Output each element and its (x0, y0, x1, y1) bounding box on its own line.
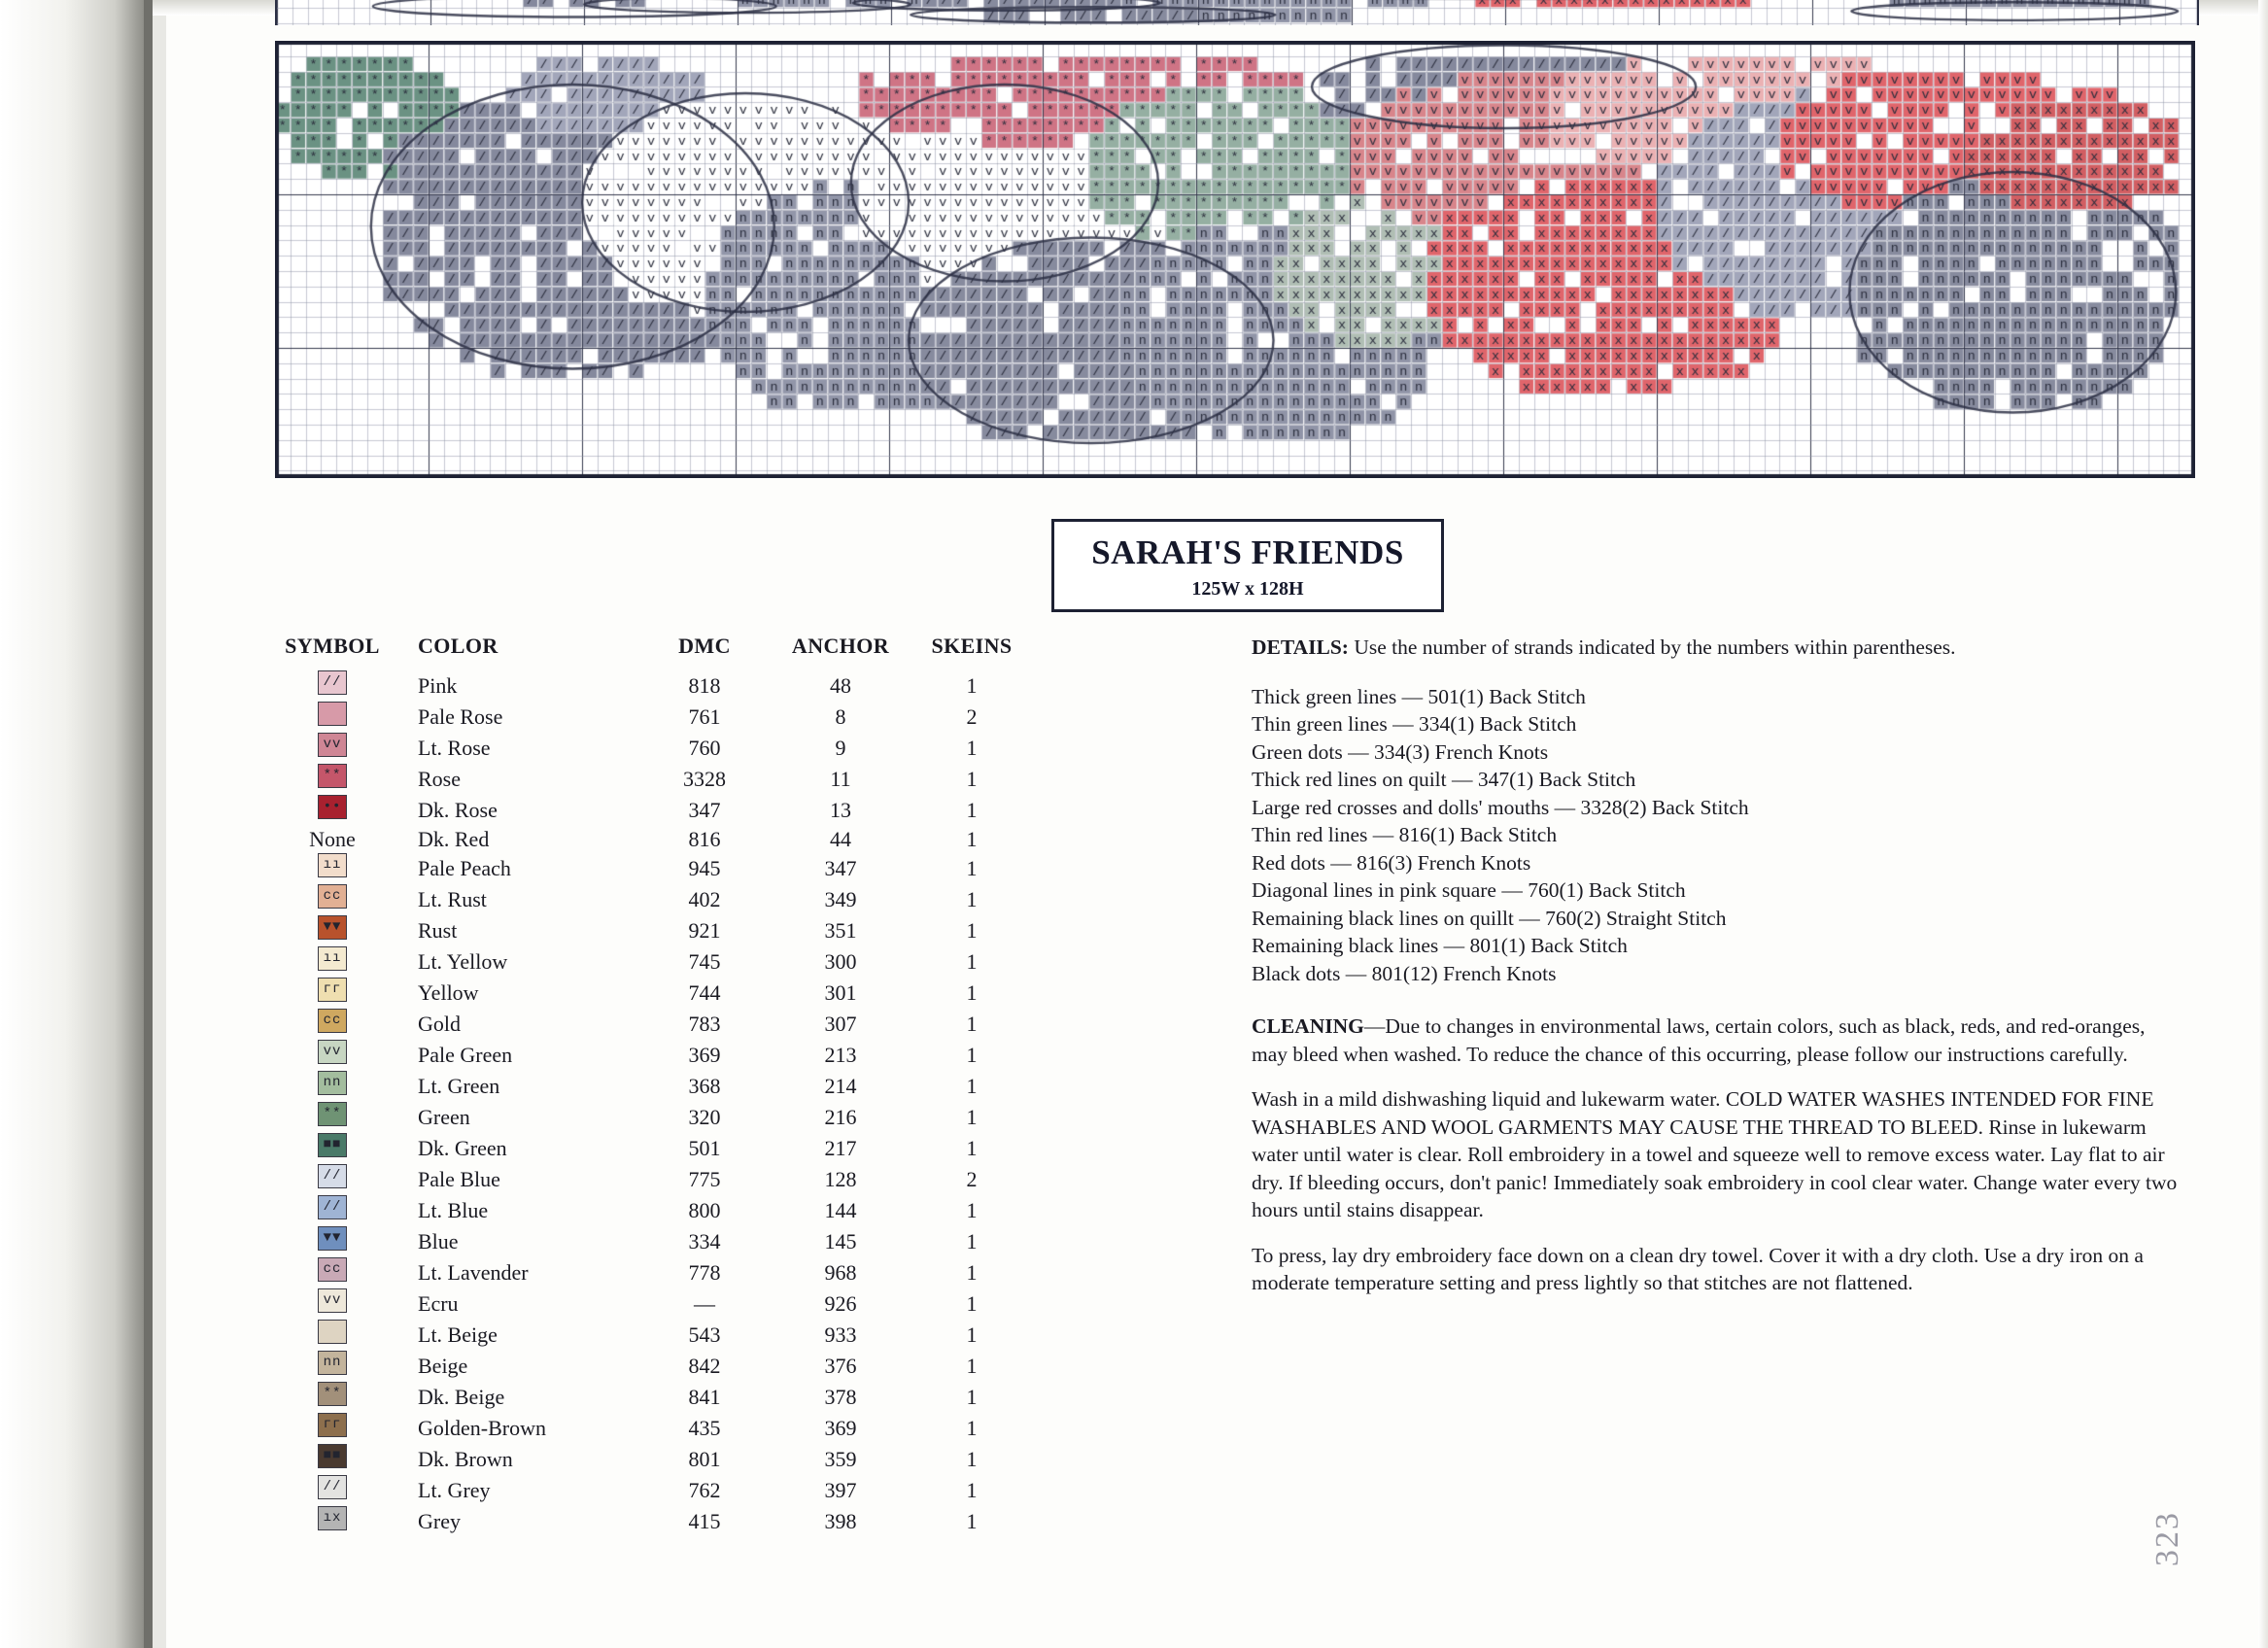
floss-swatch: ** (318, 1102, 347, 1126)
floss-dmc-cell: 368 (688, 1074, 721, 1098)
floss-skeins-cell: 1 (966, 1260, 978, 1285)
table-row (260, 1040, 1030, 1071)
floss-swatch: nn (318, 1071, 347, 1095)
floss-skeins-cell: 1 (966, 1229, 978, 1253)
floss-skeins-cell: 1 (966, 1416, 978, 1440)
floss-symbol-cell (260, 764, 404, 795)
floss-skeins-cell: 1 (966, 1291, 978, 1316)
floss-swatch: vv (318, 733, 347, 757)
details-line: Remaining black lines — 801(1) Back Stitch (1252, 934, 1628, 957)
floss-skeins-cell: 1 (966, 1074, 978, 1098)
floss-skeins-cell: 1 (966, 827, 978, 851)
floss-skeins-cell: 1 (966, 736, 978, 760)
floss-dmc-cell: 761 (688, 704, 721, 729)
floss-anchor-cell: 48 (830, 673, 851, 698)
floss-swatch: nn (318, 1351, 347, 1375)
details-line: Thin red lines — 816(1) Back Stitch (1252, 823, 1558, 846)
floss-dmc-cell: 760 (688, 736, 721, 760)
floss-symbol-cell (260, 733, 404, 764)
col-header-anchor: ANCHOR (791, 634, 890, 658)
floss-color-cell: Lt. Beige (418, 1322, 498, 1347)
details-line: Thin green lines — 334(1) Back Stitch (1252, 712, 1577, 736)
floss-symbol-cell (260, 1040, 404, 1071)
floss-anchor-cell: 11 (830, 767, 851, 791)
floss-color-cell: Lt. Lavender (418, 1260, 529, 1285)
floss-dmc-cell: 745 (688, 949, 721, 974)
page-number-stamp: 323 (2149, 1511, 2185, 1566)
details-line: Thick green lines — 501(1) Back Stitch (1252, 684, 1586, 708)
floss-color-cell: Grey (418, 1509, 461, 1533)
table-row (260, 1009, 1030, 1040)
floss-symbol-cell (260, 1413, 404, 1444)
floss-anchor-cell: 128 (824, 1167, 857, 1191)
instructions-column (1252, 634, 2184, 1315)
floss-anchor-cell: 216 (824, 1105, 857, 1129)
details-heading: DETAILS: (1252, 635, 1349, 659)
floss-color-cell: Lt. Rust (418, 887, 487, 911)
floss-dmc-cell: 783 (688, 1012, 721, 1036)
floss-anchor-cell: 300 (824, 949, 857, 974)
floss-anchor-cell: 217 (824, 1136, 857, 1160)
table-row (260, 733, 1030, 764)
col-header-symbol: SYMBOL (285, 634, 380, 658)
floss-anchor-cell: 351 (824, 918, 857, 943)
cleaning-intro: —Due to changes in environmental laws, certain colors, such as black, reds, and red-oranges, may bleed when washed. To reduce the chance of this occurring, please follow our instructions carefully. (1252, 1014, 2146, 1066)
floss-skeins-cell: 1 (966, 1136, 978, 1160)
details-line: Red dots — 816(3) French Knots (1252, 850, 1531, 875)
floss-symbol-cell (260, 978, 404, 1009)
title-box (1051, 519, 1444, 612)
floss-swatch: ıx (318, 1506, 347, 1530)
floss-swatch (318, 1320, 347, 1344)
floss-swatch: // (318, 1164, 347, 1188)
floss-dmc-cell: — (694, 1291, 715, 1316)
col-header-skeins: SKEINS (931, 634, 1013, 658)
floss-skeins-cell: 1 (966, 856, 978, 880)
floss-skeins-cell: 1 (966, 798, 978, 822)
floss-swatch: ■■ (318, 1444, 347, 1468)
floss-swatch: cc (318, 1009, 347, 1033)
floss-key-table (260, 634, 1048, 1537)
floss-color-cell: Pale Blue (418, 1167, 500, 1191)
scan-gutter (0, 0, 144, 1648)
floss-swatch: •• (318, 795, 347, 819)
floss-anchor-cell: 307 (824, 1012, 857, 1036)
floss-swatch: ■■ (318, 1133, 347, 1157)
table-row (260, 1133, 1030, 1164)
details-lead-text: Use the number of strands indicated by the numbers within parentheses. (1354, 635, 1956, 659)
floss-symbol-cell (260, 1195, 404, 1226)
floss-swatch: ▼▼ (318, 1226, 347, 1251)
floss-anchor-cell: 9 (835, 736, 846, 760)
floss-skeins-cell: 1 (966, 1012, 978, 1036)
floss-swatch: ** (318, 1382, 347, 1406)
table-row (260, 826, 1030, 853)
scan-right-shadow (2258, 0, 2268, 1648)
floss-skeins-cell: 1 (966, 767, 978, 791)
col-header-color: COLOR (418, 634, 498, 658)
floss-symbol-cell (260, 1475, 404, 1506)
floss-skeins-cell: 2 (966, 1167, 978, 1191)
floss-symbol-cell (260, 884, 404, 915)
floss-symbol-cell (260, 915, 404, 946)
floss-swatch: гг (318, 1413, 347, 1437)
floss-color-cell: Rust (418, 918, 458, 943)
floss-color-cell: Lt. Rose (418, 736, 491, 760)
page-title: SARAH'S FRIENDS (1091, 533, 1404, 571)
table-row (260, 795, 1030, 826)
floss-color-cell: Green (418, 1105, 470, 1129)
floss-symbol-cell (260, 946, 404, 978)
floss-skeins-cell: 1 (966, 1105, 978, 1129)
floss-anchor-cell: 968 (824, 1260, 857, 1285)
floss-color-cell: Ecru (418, 1291, 459, 1316)
scan-edge (144, 0, 153, 1648)
floss-swatch: vv (318, 1040, 347, 1064)
floss-swatch (318, 702, 347, 726)
table-row (260, 1195, 1030, 1226)
floss-color-cell: Pale Rose (418, 704, 503, 729)
floss-symbol-cell (260, 1102, 404, 1133)
floss-dmc-cell: 800 (688, 1198, 721, 1222)
details-line: Diagonal lines in pink square — 760(1) Back Stitch (1252, 878, 1686, 902)
floss-skeins-cell: 1 (966, 1478, 978, 1502)
floss-color-cell: Dk. Red (418, 827, 490, 851)
floss-symbol-cell (260, 1351, 404, 1382)
floss-skeins-cell: 1 (966, 1354, 978, 1378)
floss-swatch: гг (318, 978, 347, 1002)
floss-dmc-cell: 501 (688, 1136, 721, 1160)
floss-color-cell: Lt. Blue (418, 1198, 489, 1222)
floss-anchor-cell: 144 (824, 1198, 857, 1222)
floss-dmc-cell: 334 (688, 1229, 721, 1253)
cleaning-paragraph-2: Wash in a mild dishwashing liquid and lukewarm water. COLD WATER WASHES INTENDED FOR FINE WASHABLES AND WOOL GARMENTS MAY CAUSE THE THREAD TO BLEED. Rinse in lukewarm water until water is clear. Roll embroidery in a towel and squeeze well to remove excess water. Lay flat to air dry. If bleeding occurs, don't panic! Immediately soak embroidery in cool clear water. Change water every two hours until stains disappear. (1252, 1087, 2178, 1221)
floss-swatch: // (318, 1475, 347, 1499)
table-row (260, 853, 1030, 884)
floss-anchor-cell: 13 (830, 798, 851, 822)
floss-skeins-cell: 1 (966, 1509, 978, 1533)
floss-skeins-cell: 1 (966, 1198, 978, 1222)
details-line: Black dots — 801(12) French Knots (1252, 961, 1557, 985)
table-row (260, 1382, 1030, 1413)
floss-dmc-cell: 543 (688, 1322, 721, 1347)
floss-color-cell: Beige (418, 1354, 468, 1378)
floss-skeins-cell: 1 (966, 1322, 978, 1347)
cleaning-block (1252, 1013, 2184, 1297)
floss-swatch: cc (318, 1257, 347, 1282)
chart-strip-top (275, 0, 2199, 25)
floss-dmc-cell: 415 (688, 1509, 721, 1533)
floss-dmc-cell: 945 (688, 856, 721, 880)
floss-dmc-cell: 435 (688, 1416, 721, 1440)
floss-symbol-cell (260, 1382, 404, 1413)
floss-swatch: vv (318, 1288, 347, 1313)
floss-dmc-cell: 402 (688, 887, 721, 911)
floss-symbol-cell (260, 853, 404, 884)
floss-symbol-cell (260, 670, 404, 702)
floss-symbol-cell (260, 1320, 404, 1351)
floss-color-cell: Yellow (418, 980, 479, 1005)
floss-color-cell: Dk. Beige (418, 1385, 505, 1409)
table-row (260, 884, 1030, 915)
table-row (260, 1320, 1030, 1351)
floss-anchor-cell: 398 (824, 1509, 857, 1533)
floss-symbol-cell (260, 1257, 404, 1288)
floss-anchor-cell: 926 (824, 1291, 857, 1316)
table-row (260, 1102, 1030, 1133)
floss-color-cell: Golden-Brown (418, 1416, 546, 1440)
floss-color-cell: Dk. Green (418, 1136, 507, 1160)
cleaning-heading: CLEANING (1252, 1014, 1364, 1038)
details-line: Large red crosses and dolls' mouths — 3328(2) Back Stitch (1252, 795, 1749, 819)
floss-anchor-cell: 397 (824, 1478, 857, 1502)
floss-dmc-cell: 369 (688, 1043, 721, 1067)
floss-swatch: ▼▼ (318, 915, 347, 940)
floss-color-cell: Blue (418, 1229, 459, 1253)
floss-symbol-cell (260, 1164, 404, 1195)
floss-anchor-cell: 933 (824, 1322, 857, 1347)
floss-symbol-cell (260, 1133, 404, 1164)
stitch-chart (275, 41, 2195, 478)
floss-swatch: ** (318, 764, 347, 788)
floss-skeins-cell: 1 (966, 1385, 978, 1409)
table-row (260, 702, 1030, 733)
floss-swatch: // (318, 1195, 347, 1219)
floss-color-cell: Rose (418, 767, 461, 791)
table-row (260, 978, 1030, 1009)
floss-dmc-cell: 744 (688, 980, 721, 1005)
floss-symbol-cell (260, 795, 404, 826)
floss-anchor-cell: 378 (824, 1385, 857, 1409)
floss-symbol-none: None (309, 827, 356, 851)
table-row (260, 1475, 1030, 1506)
floss-dmc-cell: 762 (688, 1478, 721, 1502)
details-line: Thick red lines on quilt — 347(1) Back Stitch (1252, 768, 1636, 791)
floss-color-cell: Dk. Brown (418, 1447, 513, 1471)
floss-skeins-cell: 1 (966, 918, 978, 943)
floss-anchor-cell: 301 (824, 980, 857, 1005)
floss-symbol-cell (260, 1506, 404, 1537)
floss-anchor-cell: 347 (824, 856, 857, 880)
col-header-dmc: DMC (678, 634, 731, 658)
table-row (260, 1351, 1030, 1382)
table-row (260, 1506, 1030, 1537)
table-row (260, 670, 1030, 702)
floss-color-cell: Gold (418, 1012, 461, 1036)
table-row (260, 915, 1030, 946)
floss-color-cell: Lt. Grey (418, 1478, 491, 1502)
floss-symbol-cell (260, 702, 404, 733)
floss-anchor-cell: 213 (824, 1043, 857, 1067)
details-lead (1252, 634, 2184, 662)
table-row (260, 764, 1030, 795)
floss-color-cell: Pale Green (418, 1043, 513, 1067)
table-row (260, 1257, 1030, 1288)
floss-symbol-cell (260, 826, 404, 853)
floss-symbol-cell (260, 1288, 404, 1320)
floss-symbol-cell (260, 1226, 404, 1257)
floss-dmc-cell: 775 (688, 1167, 721, 1191)
floss-swatch: ıı (318, 853, 347, 877)
floss-dmc-cell: 778 (688, 1260, 721, 1285)
floss-symbol-cell (260, 1071, 404, 1102)
table-row (260, 1226, 1030, 1257)
table-row (260, 1288, 1030, 1320)
scan-inner-margin (153, 0, 166, 1648)
floss-skeins-cell: 1 (966, 949, 978, 974)
floss-skeins-cell: 1 (966, 980, 978, 1005)
floss-dmc-cell: 3328 (683, 767, 726, 791)
floss-swatch: // (318, 670, 347, 695)
table-row (260, 1071, 1030, 1102)
floss-skeins-cell: 1 (966, 673, 978, 698)
floss-anchor-cell: 359 (824, 1447, 857, 1471)
floss-symbol-cell (260, 1444, 404, 1475)
design-size: 125W x 128H (1191, 578, 1304, 600)
table-row (260, 946, 1030, 978)
floss-anchor-cell: 369 (824, 1416, 857, 1440)
table-row (260, 1164, 1030, 1195)
floss-skeins-cell: 1 (966, 1043, 978, 1067)
floss-skeins-cell: 1 (966, 1447, 978, 1471)
floss-color-cell: Pink (418, 673, 458, 698)
floss-color-cell: Lt. Green (418, 1074, 500, 1098)
floss-color-cell: Pale Peach (418, 856, 511, 880)
floss-anchor-cell: 214 (824, 1074, 857, 1098)
table-row (260, 1413, 1030, 1444)
floss-anchor-cell: 44 (830, 827, 851, 851)
table-row (260, 1444, 1030, 1475)
floss-swatch: cc (318, 884, 347, 909)
floss-swatch: ıı (318, 946, 347, 971)
floss-anchor-cell: 349 (824, 887, 857, 911)
floss-symbol-cell (260, 1009, 404, 1040)
floss-color-cell: Dk. Rose (418, 798, 498, 822)
floss-dmc-cell: 347 (688, 798, 721, 822)
floss-dmc-cell: 320 (688, 1105, 721, 1129)
floss-dmc-cell: 841 (688, 1385, 721, 1409)
details-line: Green dots — 334(3) French Knots (1252, 739, 1549, 764)
floss-anchor-cell: 145 (824, 1229, 857, 1253)
floss-dmc-cell: 801 (688, 1447, 721, 1471)
floss-dmc-cell: 818 (688, 673, 721, 698)
table-header-row (260, 634, 1030, 670)
floss-dmc-cell: 921 (688, 918, 721, 943)
floss-skeins-cell: 2 (966, 704, 978, 729)
floss-anchor-cell: 8 (835, 704, 846, 729)
floss-dmc-cell: 816 (688, 827, 721, 851)
details-line-list (1252, 683, 2184, 988)
floss-dmc-cell: 842 (688, 1354, 721, 1378)
floss-color-cell: Lt. Yellow (418, 949, 508, 974)
details-line: Remaining black lines on quillt — 760(2) Straight Stitch (1252, 906, 1727, 930)
floss-skeins-cell: 1 (966, 887, 978, 911)
floss-anchor-cell: 376 (824, 1354, 857, 1378)
cleaning-paragraph-1 (1252, 1013, 2184, 1068)
cleaning-paragraph-3: To press, lay dry embroidery face down on a clean dry towel. Cover it with a dry cloth. Use a dry iron on a moderate temperature setting and press lightly so that stitches are not flattened. (1252, 1243, 2144, 1294)
